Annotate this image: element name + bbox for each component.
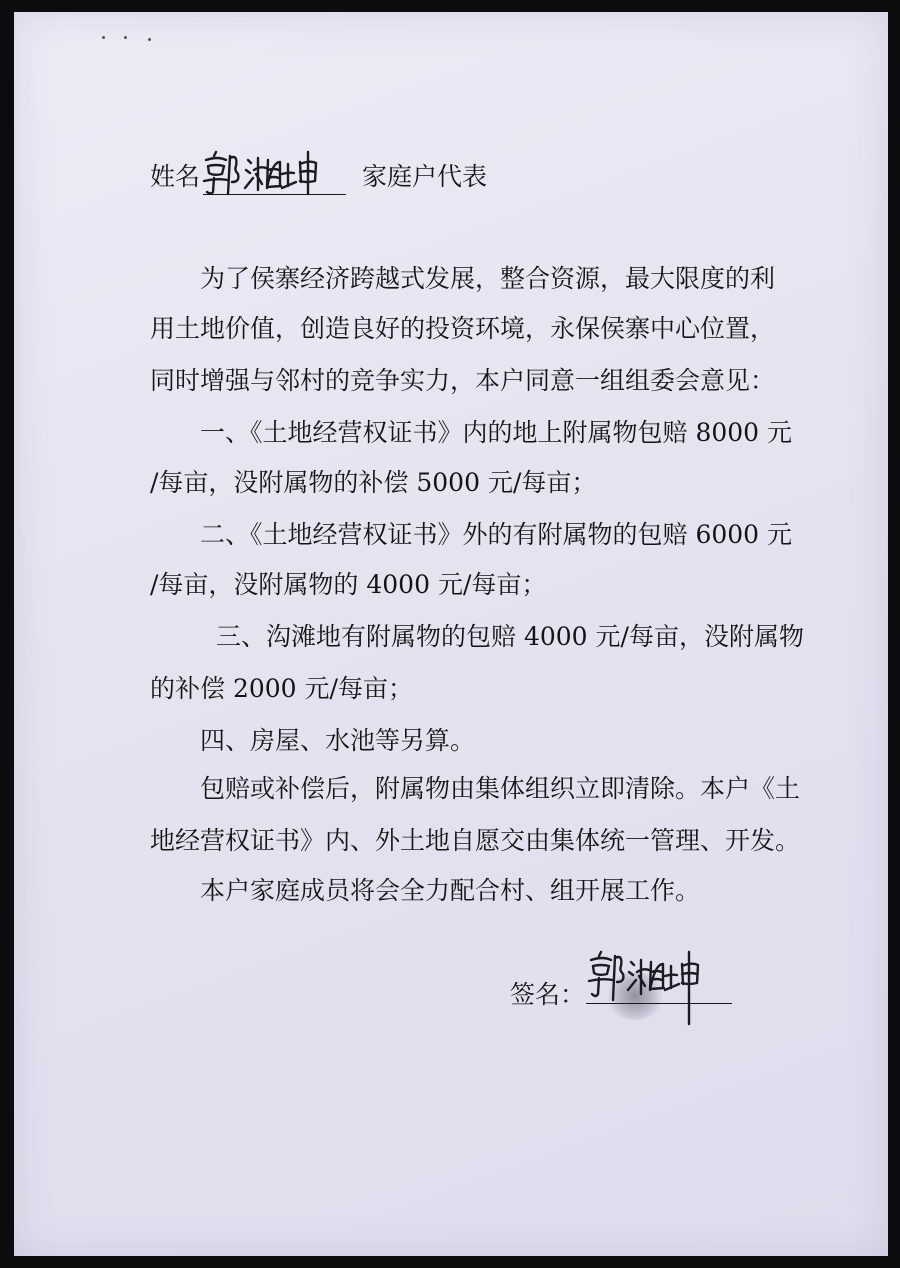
item-4: 四、房屋、水池等另算。 — [200, 726, 476, 755]
name-label: 姓名 — [150, 162, 201, 191]
name-handwritten-signature — [200, 148, 340, 198]
footer-handwritten-signature — [585, 950, 715, 1030]
role-label: 家庭户代表 — [362, 162, 488, 191]
paper-speck — [148, 38, 151, 41]
paper-speck — [124, 36, 127, 39]
item-1-line-2: /每亩，没附属物的补偿 5000 元/每亩； — [150, 468, 597, 497]
intro-line-2: 用土地价值，创造良好的投资环境，永保侯寨中心位置， — [150, 314, 776, 343]
item-1-line-1: 一、《土地经营权证书》内的地上附属物包赔 8000 元 — [200, 418, 793, 447]
item-3-line-1: 三、沟滩地有附属物的包赔 4000 元/每亩，没附属物 — [216, 622, 804, 651]
paragraph-2-line-2: 地经营权证书》内、外土地自愿交由集体统一管理、开发。 — [150, 826, 801, 855]
intro-line-1: 为了侯寨经济跨越式发展，整合资源，最大限度的利 — [200, 264, 776, 293]
paper-speck — [102, 36, 105, 39]
paragraph-3: 本户家庭成员将会全力配合村、组开展工作。 — [200, 876, 701, 905]
name-underline — [203, 194, 346, 195]
item-2-line-2: /每亩，没附属物的 4000 元/每亩； — [150, 570, 547, 599]
item-2-line-1: 二、《土地经营权证书》外的有附属物的包赔 6000 元 — [200, 520, 793, 549]
item-3-line-2: 的补偿 2000 元/每亩； — [150, 674, 413, 703]
sign-underline — [586, 1003, 732, 1004]
sign-label: 签名： — [510, 980, 586, 1009]
intro-line-3: 同时增强与邻村的竞争实力，本户同意一组组委会意见： — [150, 366, 776, 395]
paragraph-2-line-1: 包赔或补偿后，附属物由集体组织立即清除。本户《土 — [200, 774, 801, 803]
